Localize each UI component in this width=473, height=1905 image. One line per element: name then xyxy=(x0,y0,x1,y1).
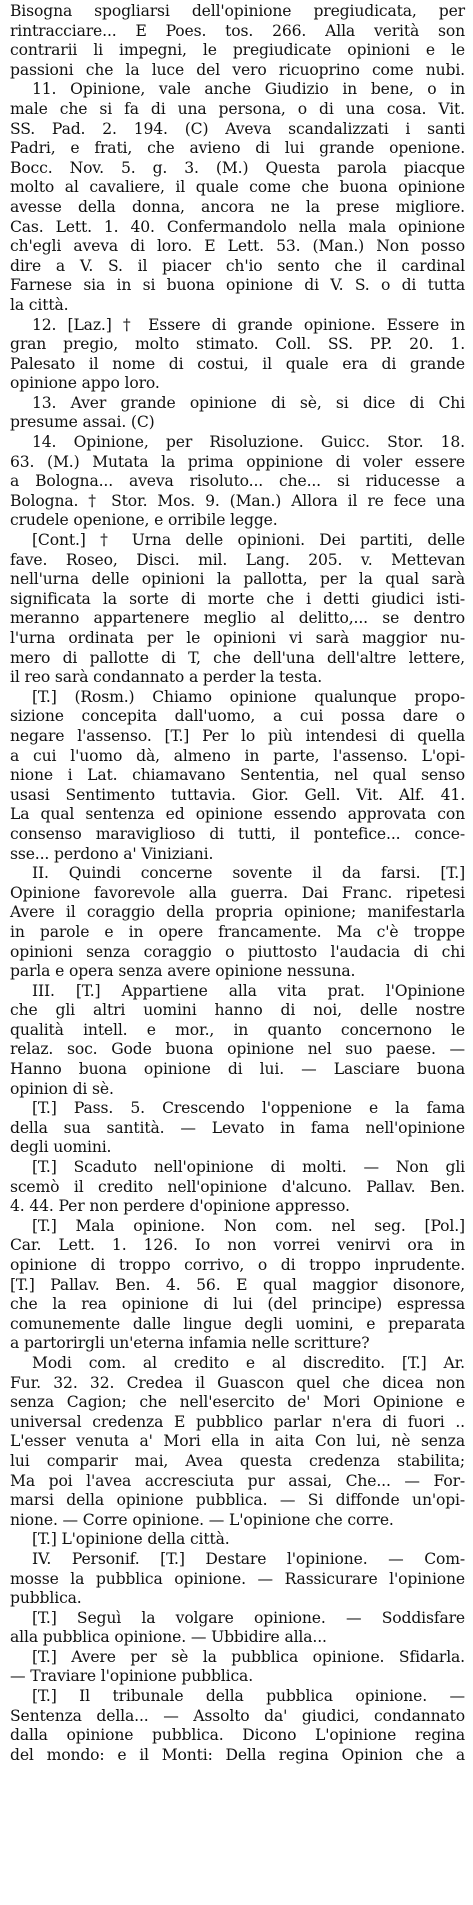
text-line: passioni che la luce del vero ricuoprino come nubi. xyxy=(10,60,465,79)
text-line: avesse della donna, ancora ne la prese migliore. xyxy=(10,197,465,216)
text-line: che gli altri uomini hanno di noi, delle nostre xyxy=(10,1001,465,1020)
text-line: parla e opera senza avere opinione nessuna. xyxy=(10,962,356,981)
entry-heading-line: [T.] Pass. 5. Crescendo l'oppenione e la fama xyxy=(32,1099,465,1118)
text-line: nell'urna delle opinioni la pallotta, per la qual sarà xyxy=(10,570,465,589)
text-line: molto al cavaliere, il quale come che buona opinione xyxy=(10,178,465,197)
text-line: mero di pallotte di T, che dell'una dell'altre lettere, xyxy=(10,648,465,667)
entry-heading-line: [T.] Il tribunale della pubblica opinione. — xyxy=(32,1687,465,1706)
entry-heading-line: 11. Opinione, vale anche Giudizio in bene, o in xyxy=(32,80,465,99)
text-line: Car. Lett. 1. 126. Io non vorrei venirvi ora in xyxy=(10,1236,465,1255)
text-line: Padri, e frati, che avieno di lui grande openione. xyxy=(10,139,465,158)
text-line: gran pregio, molto stimato. Coll. SS. PP. 20. 1. xyxy=(10,335,465,354)
text-line: dalla opinione pubblica. Dicono L'opinione regina xyxy=(10,1726,465,1745)
text-line: Farnese sia in si buona opinione di V. S. o di tutta xyxy=(10,276,465,295)
text-line: nione i Lat. chiamavano Sententia, nel qual senso xyxy=(10,766,465,785)
text-line: Bologna. † Stor. Mos. 9. (Man.) Allora il re fece una xyxy=(10,491,465,510)
entry-heading-line: 14. Opinione, per Risoluzione. Guicc. Stor. 18. xyxy=(32,433,465,452)
text-line: Fur. 32. 32. Credea il Guascon quel che dicea non xyxy=(10,1373,465,1392)
text-line: significata la sorte di morte che i detti giudici isti- xyxy=(10,589,465,608)
entry-heading-line: [T.] L'opinione della città. xyxy=(32,1530,230,1549)
text-line: fave. Roseo, Disci. mil. Lang. 205. v. Mettevan xyxy=(10,550,465,569)
text-line: mosse la pubblica opinione. — Rassicurare l'opinione xyxy=(10,1569,465,1588)
text-line: sse... perdono a' Viniziani. xyxy=(10,844,214,863)
text-line: senza Cagion; che nell'esercito de' Mori Opinione e xyxy=(10,1393,465,1412)
text-line: 4. 44. Per non perdere d'opinione appresso. xyxy=(10,1197,350,1216)
text-line: qualità intell. e mor., in quanto concernono le xyxy=(10,1020,465,1039)
text-line: [T.] Pallav. Ben. 4. 56. E qual maggior disonore, xyxy=(10,1275,465,1294)
text-line: opinioni senza coraggio o piuttosto l'audacia di chi xyxy=(10,942,465,961)
text-line: SS. Pad. 2. 194. (C) Aveva scandalizzati i santi xyxy=(10,119,465,138)
text-line: Cas. Lett. 1. 40. Confermandolo nella mala opinione xyxy=(10,217,465,236)
text-line: Bisogna spogliarsi dell'opinione pregiudicata, per xyxy=(10,2,465,20)
text-line: a Bologna... aveva risoluto... che... si riducesse a xyxy=(10,472,465,491)
text-line: crudele openione, e orribile legge. xyxy=(10,511,278,530)
text-line: della sua santità. — Levato in fama nell'opinione xyxy=(10,1118,465,1137)
text-line: del mondo: e il Monti: Della regina Opinion che a xyxy=(10,1745,465,1764)
text-line: scemò il credito nell'opinione d'alcuno. Pallav. Ben. xyxy=(10,1177,465,1196)
text-line: opinione appo loro. xyxy=(10,374,160,393)
entry-heading-line: [T.] Mala opinione. Non com. nel seg. [Pol.] xyxy=(32,1216,465,1235)
text-line: relaz. soc. Gode buona opinione nel suo paese. — xyxy=(10,1040,465,1059)
text-line: Opinione favorevole alla guerra. Dai Franc. ripetesi xyxy=(10,883,465,902)
entry-heading-line: Modi com. al credito e al discredito. [T.] Ar. xyxy=(32,1353,465,1372)
text-line: sizione concepita dall'uomo, a cui possa dare o xyxy=(10,707,465,726)
entry-heading-line: IV. Personif. [T.] Destare l'opinione. — Com- xyxy=(32,1549,465,1568)
text-line: la città. xyxy=(10,295,69,314)
text-line: lui comparir mai, Avea questa credenza stabilita; xyxy=(10,1451,465,1470)
entry-heading-line: III. [T.] Appartiene alla vita prat. l'Opinione xyxy=(32,981,465,1000)
text-line: Palesato il nome di costui, il quale era di grande xyxy=(10,354,465,373)
text-line: in parole e in opere francamente. Ma c'è troppe xyxy=(10,922,465,941)
text-line: opinione di troppo corrivo, o di troppo inprudente. xyxy=(10,1256,465,1274)
entry-heading-line: 13. Aver grande opinione di sè, si dice di Chi xyxy=(32,393,465,412)
entry-heading-line: [T.] Scaduto nell'opinione di molti. — Non gli xyxy=(32,1158,465,1177)
dictionary-text-column xyxy=(10,2,465,1765)
entry-heading-line: [T.] Avere per sè la pubblica opinione. Sfidarla. xyxy=(32,1647,465,1666)
text-line: Hanno buona opinione di lui. — Lasciare buona xyxy=(10,1060,465,1079)
text-line: Sentenza della... — Assolto da' giudici, condannato xyxy=(10,1706,465,1725)
text-line: 63. (M.) Mutata la prima oppinione di voler essere xyxy=(10,452,465,471)
text-line: marsi della opinione pubblica. — Si diffonde un'opi- xyxy=(10,1491,465,1510)
entry-heading-line: [Cont.] † Urna delle opinioni. Dei partiti, delle xyxy=(32,531,465,550)
text-line: il reo sarà condannato a perder la testa. xyxy=(10,668,323,687)
text-line: presume assai. (C) xyxy=(10,413,155,432)
entry-heading-line: [T.] Seguì la volgare opinione. — Soddisfare xyxy=(32,1608,465,1627)
text-line: universal credenza E pubblico parlar n'era di fuori .. xyxy=(10,1412,465,1431)
text-line: male che si fa di una persona, o di una cosa. Vit. xyxy=(10,99,465,118)
entry-heading-line: [T.] (Rosm.) Chiamo opinione qualunque propo- xyxy=(32,687,465,706)
text-line: La qual sentenza ed opinione essendo approvata con xyxy=(10,805,465,824)
text-line: degli uomini. xyxy=(10,1138,112,1157)
entry-heading-line: II. Quindi concerne sovente il da farsi. [T.] xyxy=(32,864,465,883)
text-line: pubblica. xyxy=(10,1589,82,1608)
text-line: Ma poi l'avea accresciuta pur assai, Che... — For- xyxy=(10,1471,465,1490)
text-line: alla pubblica opinione. — Ubbidire alla... xyxy=(10,1628,327,1647)
text-line: Avere il coraggio della propria opinione; manifestarla xyxy=(10,903,465,922)
text-line: nione. — Corre opinione. — L'opinione che corre. xyxy=(10,1510,394,1529)
text-line: — Traviare l'opinione pubblica. xyxy=(10,1667,254,1686)
text-line: Bocc. Nov. 5. g. 3. (M.) Questa parola piacque xyxy=(10,158,465,177)
text-line: L'esser venuta a' Mori ella in aita Con lui, nè senza xyxy=(10,1432,465,1451)
text-line: usasi Sentimento tuttavia. Gior. Gell. Vit. Alf. 41. xyxy=(10,785,465,804)
text-line: meranno appartenere meglio al delitto,... se dentro xyxy=(10,609,465,628)
text-line: a partorirgli un'eterna infamia nelle scritture? xyxy=(10,1334,370,1353)
text-line: contrarii li impegni, le pregiudicate opinioni e le xyxy=(10,41,465,60)
text-line: che la rea opinione di lui (del principe) espressa xyxy=(10,1295,465,1314)
text-line: ch'egli aveva di loro. E Lett. 53. (Man.) Non posso xyxy=(10,237,465,256)
text-line: consenso maraviglioso di tutti, il pontefice... conce- xyxy=(10,824,465,843)
text-line: dire a V. S. il piacer ch'io sento che il cardinal xyxy=(10,256,465,275)
text-line: opinion di sè. xyxy=(10,1079,114,1098)
entry-heading-line: 12. [Laz.] † Essere di grande opinione. Essere in xyxy=(32,315,465,334)
text-line: a cui l'uomo dà, almeno in parte, l'assenso. L'opi- xyxy=(10,746,465,765)
text-line: rintracciare... E Poes. tos. 266. Alla verità son xyxy=(10,21,465,40)
text-line: negare l'assenso. [T.] Per lo più intendesi di quella xyxy=(10,726,465,745)
text-line: comunemente dalle lingue degli uomini, e preparata xyxy=(10,1314,465,1333)
text-line: l'urna ordinata per le opinioni vi sarà maggior nu- xyxy=(10,629,465,647)
